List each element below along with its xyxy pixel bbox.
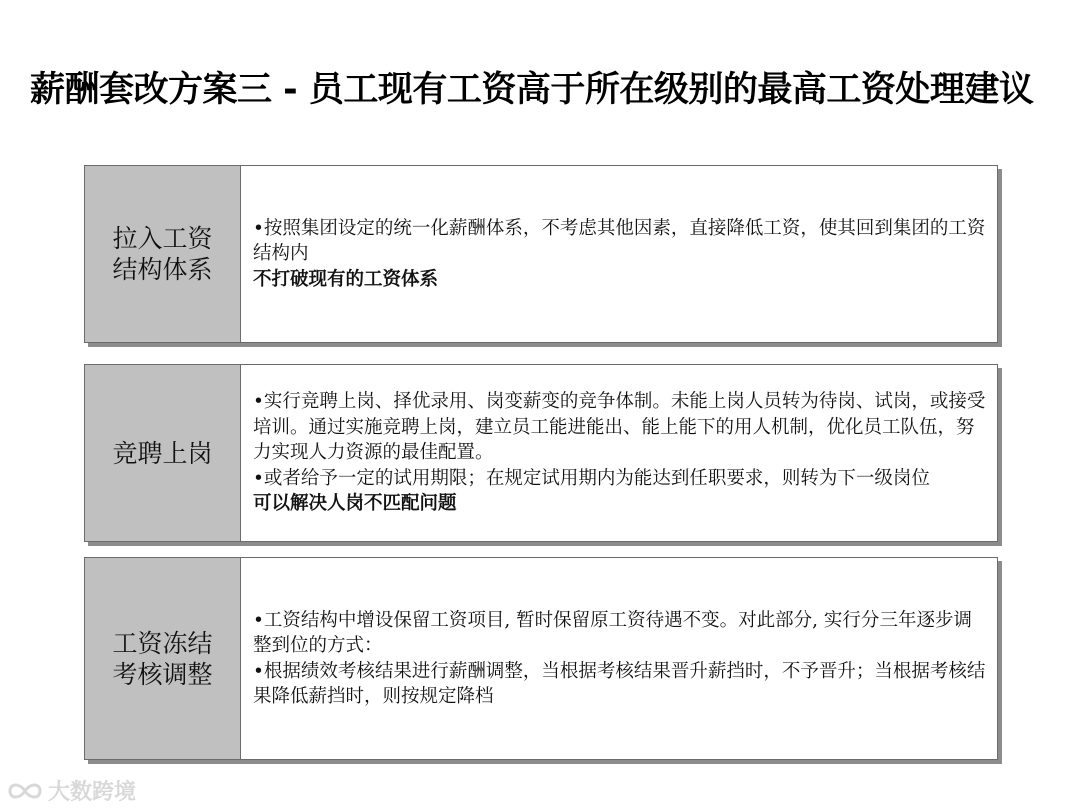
row-conclusion: 可以解决人岗不匹配问题 (253, 493, 457, 515)
row-label: 工资冻结 考核调整 (85, 558, 241, 759)
bullet-text: •工资结构中增设保留工资项目, 暂时保留原工资待遇不变。对此部分, 实行分三年逐步调整到位的方式： (253, 609, 972, 656)
option-row-salary-freeze (84, 557, 998, 760)
watermark (6, 775, 136, 806)
watermark-text: 大数跨境 (48, 780, 137, 805)
bullet-text: •根据绩效考核结果进行薪酬调整，当根据考核结果晋升薪挡时，不予晋升；当根据考核结果降低薪挡时，则按规定降档 (253, 660, 986, 707)
row-content (241, 166, 997, 342)
row-content (241, 558, 997, 759)
row-label: 拉入工资 结构体系 (85, 166, 241, 342)
row-label: 竞聘上岗 (85, 365, 241, 541)
bullet-text: •或者给予一定的试用期限；在规定试用期内为能达到任职要求，则转为下一级岗位 (253, 467, 930, 489)
infinity-logo-icon (6, 778, 44, 804)
option-row-pull-into-structure (84, 165, 998, 343)
option-row-competitive-posts (84, 364, 998, 542)
bullet-text: •实行竞聘上岗、择优录用、岗变薪变的竞争体制。未能上岗人员转为待岗、试岗，或接受培训。通过实施竞聘上岗，建立员工能进能出、能上能下的用人机制，优化员工队伍，努力实现人力资源的最佳配置。 (253, 391, 986, 464)
bullet-text: •按照集团设定的统一化薪酬体系，不考虑其他因素，直接降低工资，使其回到集团的工资结构内 (253, 217, 986, 265)
row-content (241, 365, 997, 541)
row-conclusion: 不打破现有的工资体系 (253, 268, 439, 290)
page-title: 薪酬套改方案三 - 员工现有工资高于所在级别的最高工资处理建议 (30, 70, 1034, 110)
